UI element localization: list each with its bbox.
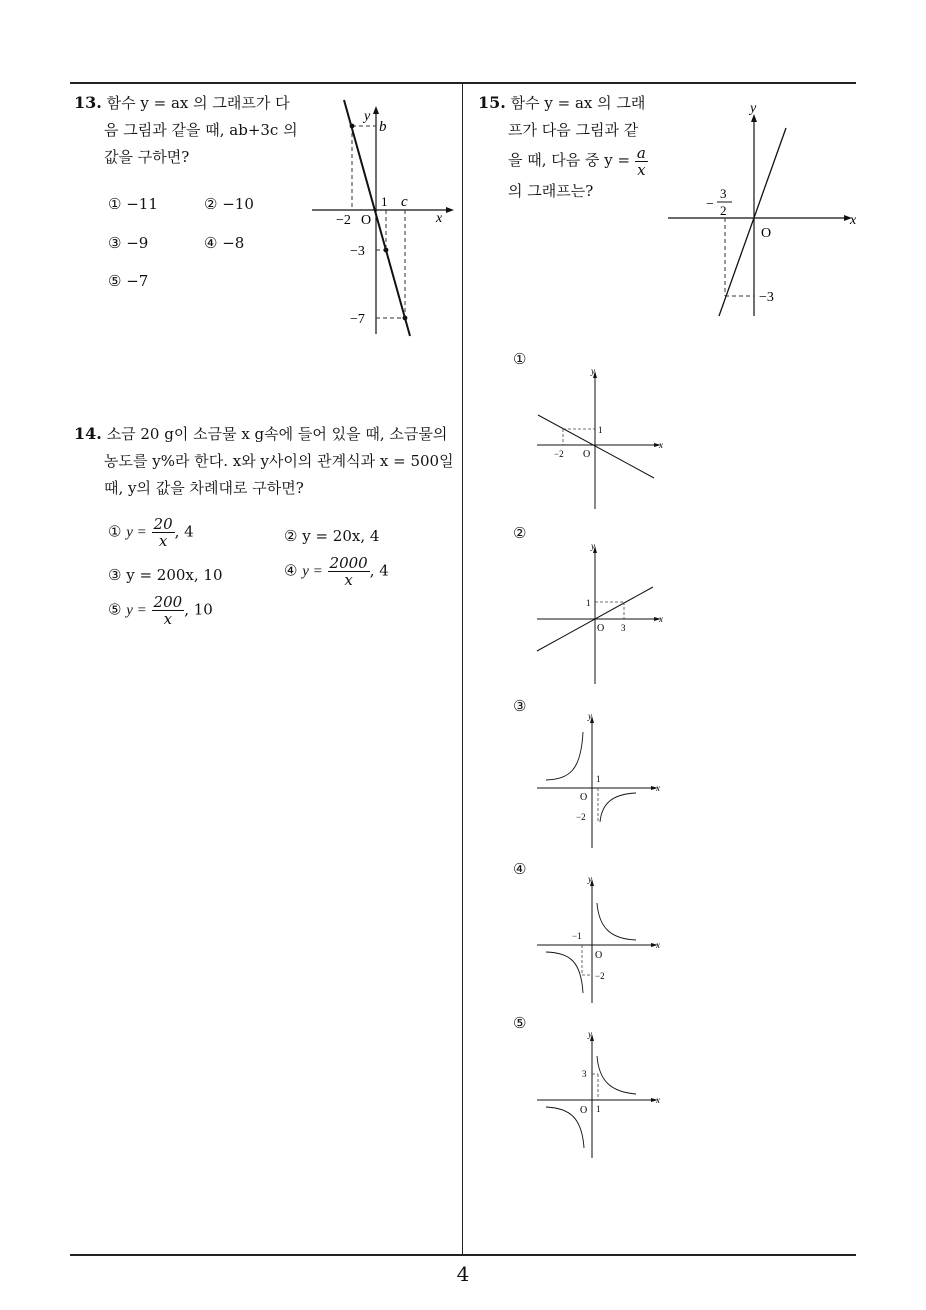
question-text: 을 때, 다음 중 y = — [508, 151, 631, 169]
x-axis-label: x — [656, 1095, 660, 1105]
option-fraction — [328, 555, 370, 588]
option-lhs: y = — [302, 563, 323, 580]
x-axis-label: x — [436, 211, 443, 226]
x-axis-label: x — [850, 213, 857, 228]
y-axis-label: y — [588, 874, 592, 884]
option-fraction — [152, 594, 185, 627]
question-text-line: 소금 20 g이 소금물 x g속에 들어 있을 때, 소금물의 — [106, 425, 448, 443]
q14-option-5[interactable] — [108, 594, 213, 627]
option-mark: ① — [108, 522, 122, 541]
y-axis-label: y — [364, 109, 371, 124]
question-number: 15. — [478, 93, 506, 112]
question-14 — [74, 420, 464, 502]
tick-label: 1 — [598, 425, 603, 435]
fraction-denominator: x — [637, 160, 646, 179]
q13-option-3[interactable]: ③ −9 — [108, 234, 149, 252]
tick-label: −2 — [595, 971, 605, 981]
q14-option-2[interactable]: ② y = 20x, 4 — [284, 527, 380, 545]
label-neg7: −7 — [350, 312, 365, 327]
option-lhs: y = — [126, 602, 147, 619]
label-neg3: −3 — [350, 244, 365, 259]
page-number: 4 — [456, 1262, 470, 1286]
origin-label: O — [361, 213, 372, 228]
y-axis-label: y — [591, 366, 595, 376]
question-text-line: 의 그래프는? — [508, 181, 594, 200]
q13-option-1[interactable]: ① −11 — [108, 195, 158, 213]
origin-label: O — [761, 226, 772, 241]
minus-sign: − — [706, 197, 714, 212]
option-tail: , 4 — [369, 561, 389, 580]
option-mark: ⑤ — [108, 600, 122, 619]
q15-option-2-mark[interactable]: ② — [513, 524, 527, 542]
question-number: 13. — [74, 93, 102, 112]
y-axis-label: y — [588, 711, 592, 721]
option-lhs: y = — [126, 524, 147, 541]
q14-option-1[interactable] — [108, 516, 194, 549]
tick-label: 1 — [596, 1104, 601, 1114]
question-15 — [478, 89, 658, 205]
column-divider — [462, 82, 463, 1256]
tick-label: 3 — [621, 623, 626, 633]
fraction-numerator: a — [636, 143, 646, 162]
fraction-denominator: x — [158, 532, 168, 550]
fraction-numerator: 2000 — [329, 554, 368, 572]
fraction-denominator: x — [344, 571, 353, 589]
x-axis-label: x — [656, 940, 660, 950]
q15-option-5-graph[interactable] — [532, 1030, 672, 1160]
label-neg2: −2 — [336, 213, 351, 228]
tick-label: −1 — [572, 931, 582, 941]
fraction-denominator: x — [163, 610, 173, 628]
q15-option-3-mark[interactable]: ③ — [513, 697, 527, 715]
q15-option-2-graph[interactable] — [532, 540, 672, 685]
label-1: 1 — [381, 194, 388, 209]
q14-option-4[interactable] — [284, 555, 389, 588]
q15-graph — [666, 98, 866, 323]
label-c: c — [401, 194, 408, 210]
option-fraction — [152, 516, 175, 549]
question-text-line: 프가 다음 그림과 같 — [508, 121, 639, 139]
tick-label: −2 — [576, 812, 586, 822]
label-b: b — [379, 119, 387, 135]
tick-label: 1 — [596, 774, 601, 784]
question-text-line: 값을 구하면? — [104, 148, 190, 166]
fraction-denominator: 2 — [720, 203, 727, 218]
tick-label: 3 — [582, 1069, 587, 1079]
label-neg3: −3 — [759, 290, 774, 305]
option-tail: , 4 — [174, 522, 194, 541]
x-axis-label: x — [656, 783, 660, 793]
question-text-line: 함수 y = ax 의 그래 — [510, 94, 646, 112]
question-text-line: 때, y의 값을 차례대로 구하면? — [104, 479, 304, 497]
q13-option-2[interactable]: ② −10 — [204, 195, 254, 213]
fraction-numerator: 200 — [153, 593, 183, 611]
q15-option-4-mark[interactable]: ④ — [513, 860, 527, 878]
origin-label: O — [580, 1105, 588, 1116]
origin-label: O — [580, 792, 588, 803]
question-text-line — [478, 144, 658, 178]
x-axis-label: x — [659, 440, 663, 450]
y-axis-label: y — [588, 1029, 592, 1039]
fraction-numerator: 20 — [153, 515, 173, 533]
q15-option-5-mark[interactable]: ⑤ — [513, 1014, 527, 1032]
q13-option-4[interactable]: ④ −8 — [204, 234, 245, 252]
q15-option-1-mark[interactable]: ① — [513, 350, 527, 368]
question-fraction — [635, 145, 648, 178]
origin-label: O — [583, 449, 591, 460]
tick-label: −2 — [554, 449, 564, 459]
q14-option-3[interactable]: ③ y = 200x, 10 — [108, 566, 223, 584]
x-axis-label: x — [659, 614, 663, 624]
fraction-numerator: 3 — [720, 186, 727, 201]
origin-label: O — [597, 623, 605, 634]
option-mark: ④ — [284, 561, 298, 580]
question-number: 14. — [74, 424, 102, 443]
y-axis-label: y — [750, 101, 757, 116]
q15-option-4-graph[interactable] — [532, 875, 672, 1005]
q15-option-1-graph[interactable] — [532, 365, 672, 510]
tick-label: 1 — [586, 598, 591, 608]
q15-option-3-graph[interactable] — [532, 710, 672, 850]
q13-option-5[interactable]: ⑤ −7 — [108, 272, 149, 290]
option-tail: , 10 — [184, 600, 213, 619]
question-13 — [74, 89, 314, 171]
y-axis-label: y — [591, 541, 595, 551]
origin-label: O — [595, 950, 603, 961]
question-text-line: 함수 y = ax 의 그래프가 다 — [106, 94, 290, 112]
q13-graph — [310, 92, 460, 342]
question-text-line: 음 그림과 같을 때, ab+3c 의 — [104, 121, 298, 139]
question-text-line: 농도를 y%라 한다. x와 y사이의 관계식과 x = 500일 — [104, 452, 454, 470]
